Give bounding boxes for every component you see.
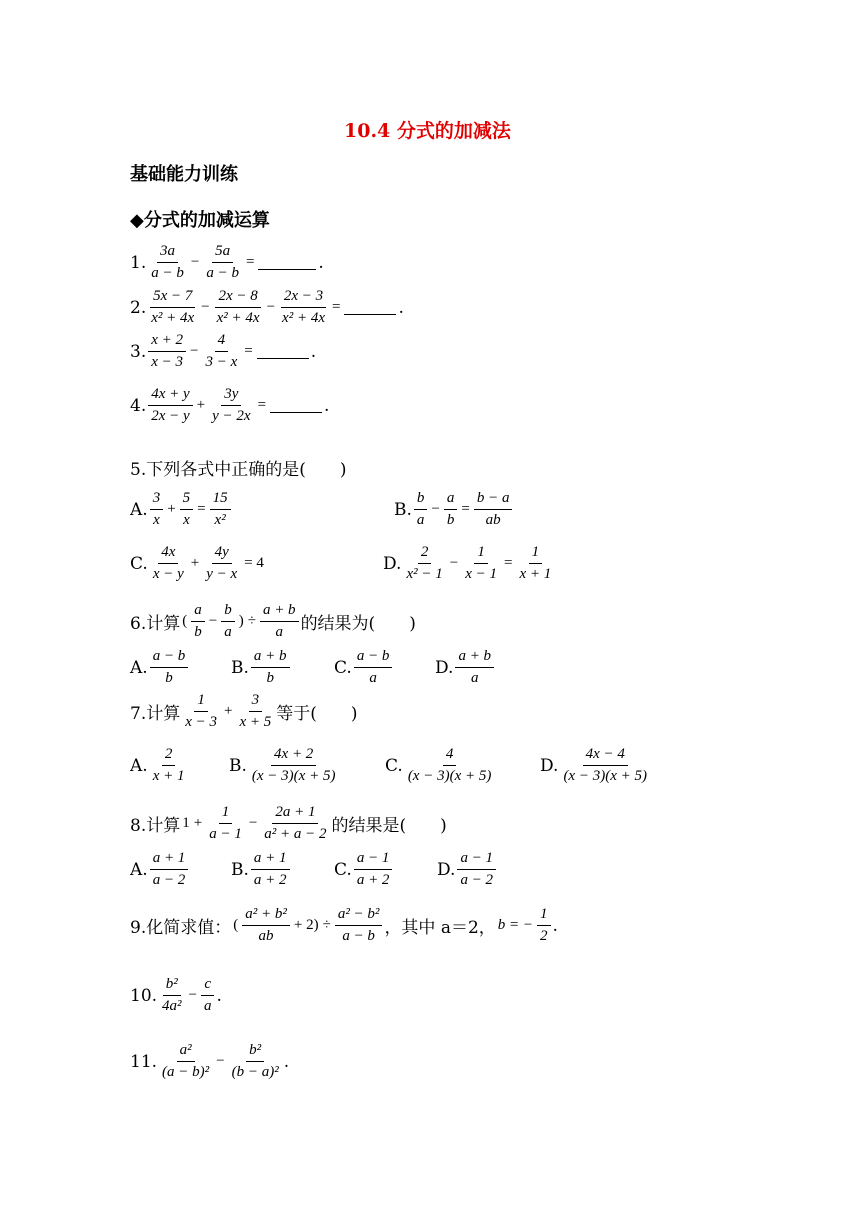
fraction: 5x − 7 x² + 4x bbox=[151, 288, 195, 326]
option-8b[interactable]: B. a + 1 a + 2 bbox=[231, 850, 292, 889]
option-6a[interactable]: A. a − b b bbox=[130, 648, 190, 687]
answer-blank[interactable] bbox=[258, 255, 316, 270]
question-3: 3. x + 2 x − 3 − $\frac{4}{3 - x}$ = . bbox=[130, 332, 317, 370]
fraction: x + 2 x − 3 bbox=[148, 332, 186, 371]
option-label: D. bbox=[383, 553, 402, 574]
option-6b[interactable]: B. a + b b bbox=[231, 648, 292, 687]
option-5b[interactable]: B. b a − $\frac{a}{b}$ = $\frac{b - a}{ab}$ bbox=[394, 490, 514, 529]
answer-blank[interactable] bbox=[270, 398, 322, 413]
option-8a[interactable]: A. a + 1 a − 2 bbox=[130, 850, 190, 889]
option-8d[interactable]: D. a − 1 a − 2 bbox=[437, 850, 498, 889]
section-heading: 基础能力训练 bbox=[130, 164, 238, 185]
page-title: 10.4 分式的加减法 bbox=[344, 120, 511, 142]
answer-blank[interactable] bbox=[344, 300, 396, 315]
option-7a[interactable]: A. 2 x + 1 bbox=[130, 746, 185, 784]
question-11: 11. a² (a − b)² − $\frac{\text{b²}}{\text{(b − a)²}}$ . bbox=[130, 1042, 290, 1080]
question-number: 10. bbox=[130, 985, 158, 1006]
fraction: $\frac{3y}{y - 2x}$ bbox=[212, 386, 251, 424]
question-number: 4. bbox=[130, 395, 147, 416]
fraction: $\frac{2x - 3}{\text{x² + 4x}}$ bbox=[282, 288, 325, 326]
fraction: $\frac{2x - 8}{\text{x² + 4x}}$ bbox=[216, 288, 260, 326]
answer-blank[interactable] bbox=[257, 344, 309, 359]
option-7d[interactable]: D. 4x − 4 (x − 3)(x + 5) bbox=[540, 746, 647, 784]
question-5-stem: 5.下列各式中正确的是( ) bbox=[130, 460, 347, 480]
subsection-heading: ◆分式的加减运算 bbox=[130, 210, 270, 231]
question-10: 10. b² 4a² − $\frac{c}{a}$ . bbox=[130, 976, 222, 1014]
option-label: A. bbox=[130, 499, 148, 520]
question-2: 2. 5x − 7 x² + 4x − $\frac{2x - 8}{\text{x² + 4x}}$ − $\frac{2x - 3}{\text{x² + 4x}}$ = . bbox=[130, 288, 404, 326]
question-number: 11. bbox=[130, 1051, 158, 1072]
option-5a[interactable]: A. 3 x + $\frac{5}{x}$ = $\frac{15}{\text{x²}}$ bbox=[130, 490, 233, 529]
option-8c[interactable]: C. a − 1 a + 2 bbox=[334, 850, 394, 889]
question-number: 1. bbox=[130, 252, 147, 273]
question-number: 3. bbox=[130, 341, 147, 362]
option-5c[interactable]: C. 4x x − y + $\frac{4y}{y - x}$ = 4 bbox=[130, 544, 264, 582]
option-5d[interactable]: D. 2 x² − 1 − $\frac{1}{x - 1}$ = $\frac{1}{x + 1}$ bbox=[383, 544, 552, 582]
option-7c[interactable]: C. 4 (x − 3)(x + 5) bbox=[385, 746, 492, 784]
question-6: 6.计算 ( a b − $\frac{b}{a}$ ) ÷ $\frac{a + b}{a}$ 的结果为( ) bbox=[130, 602, 416, 640]
option-6d[interactable]: D. a + b a bbox=[435, 648, 496, 687]
fraction: $\frac{5a}{a - b}$ bbox=[206, 243, 239, 281]
question-4: 4. 4x + y 2x − y + $\frac{3y}{y - 2x}$ = . bbox=[130, 386, 330, 424]
question-1: 1. 3a a − b − $\frac{5a}{a - b}$ = . bbox=[130, 243, 324, 281]
question-8: 8.计算 1 + $\frac{1}{a - 1}$ − $\frac{2a + 1}{\text{a² + a − 2}}$ 的结果是( ) bbox=[130, 804, 447, 842]
option-7b[interactable]: B. 4x + 2 (x − 3)(x + 5) bbox=[229, 746, 336, 784]
question-number: 2. bbox=[130, 297, 147, 318]
question-7: 7.计算 1 x − 3 + $\frac{3}{x + 5}$ 等于( ) bbox=[130, 692, 358, 730]
option-label: B. bbox=[394, 499, 412, 520]
fraction: 3a a − b bbox=[151, 243, 184, 281]
question-9: 9.化简求值： ( a² + b² ab + 2) ÷ $\frac{\text{a² − b²}}{a - b}$ ，其中 a＝2， b = − $\frac{1}{2}$ . bbox=[130, 906, 558, 944]
option-label: C. bbox=[130, 553, 148, 574]
fraction: 4x + y 2x − y bbox=[148, 386, 192, 425]
fraction: $\frac{4}{3 - x}$ bbox=[205, 332, 238, 370]
option-6c[interactable]: C. a − b a bbox=[334, 648, 394, 687]
